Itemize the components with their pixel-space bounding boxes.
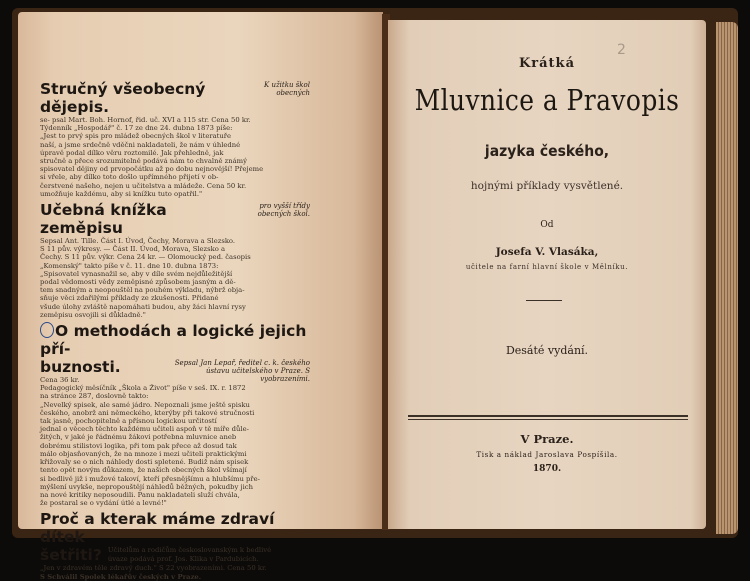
text-line: Pedagogický měsíčník „Škola a Život" píše v seš. IX. r. 1872 [40, 384, 246, 393]
text-line: tak jasně, pochopitelně a přísnou logickou určitostí [40, 417, 217, 426]
text-line: Čechy. S 11 pův. výkr. Cena 24 kr. — Olomoucký ped. časopis [40, 253, 251, 262]
text-line: dobrému stilistovi logika, při tom pak přece až dosud tak [40, 441, 237, 450]
by-label: Od [540, 220, 554, 230]
text-line: Týdenník „Hospodář" č. 17 ze dne 24. dubna 1873 píše: [40, 124, 233, 133]
right-page [388, 20, 706, 529]
text-line: „Jest to prvý spis pro mládež obecných škol v literatuře [40, 132, 232, 141]
author-name: Josefa V. Vlasáka, [495, 246, 599, 258]
advert-methody-title: O methodách a logické jejich pří- [40, 322, 307, 359]
advert-zdravi-side [108, 546, 310, 564]
advert-dejepis [40, 80, 310, 198]
advert-methody-side-note: Sepsal Jan Lepař, ředitel c. k. českého ústavu učitelského v Praze. S vyobrazeními. [174, 359, 310, 384]
advert-methody-body [40, 376, 310, 507]
advert-dejepis-side-note: K užitku škol obecných [264, 81, 310, 97]
divider [526, 300, 562, 301]
text-line: S 11 pův. výkresy. — Část II. Úvod, Morava, Slezsko a [40, 245, 226, 254]
text-line: všude úlohy zvláště napomáhati budou, aby žáci hlavní rysy [40, 302, 246, 311]
text-line: Cena 36 kr. [40, 376, 80, 385]
text-line: naší, a jsme srdečně vděčni nakladateli, že nám v úhledné [40, 140, 241, 149]
text-line: „Nevelký spisek, ale samé jádro. Nepoznali jsme ještě spisku [40, 400, 250, 409]
text-line: úpravě podal dílko věru roztomilé. Jak přehledně, jak [40, 148, 224, 157]
advert-zemepis-title: Učebná knížka zeměpisu [40, 201, 167, 238]
text-line: úvaze podává prof. Jos. Klika v Pardubicích. [107, 554, 259, 563]
text-line: umožňuje každému, aby si knížku tuto opatřil." [40, 189, 203, 198]
handwritten-mark: 2 [617, 42, 626, 58]
advert-methody [40, 322, 310, 507]
text-line: málo objasňovaných, že na mnoze i mezi učiteli praktickými [40, 449, 247, 458]
text-line: podal vědomosti vědy zeměpisné způsobem jasným a dě- [40, 278, 236, 287]
text-line: si vřele, aby dílko toto došlo upřímného přijetí v ob- [40, 173, 219, 182]
text-line: S Schválil Spolek lékařův českých v Praze. [40, 572, 202, 581]
text-line: stručně a přece srozumitelně podává nám to chvalně známý [40, 157, 247, 166]
text-line: mýšlení uvykše, nepropouštějí náhledů běžných, pokudby jich [40, 482, 253, 491]
text-line: žitých, v jaké je řádnému žákovi potřebna mluvnice aneb [40, 433, 237, 442]
text-line: tento opět novým důkazem, že našich obecných škol všímají [40, 466, 247, 475]
author-role: učitele na farní hlavní škole v Mělníku. [465, 263, 629, 271]
advert-zemepis [40, 201, 310, 319]
text-line: zeměpisu osvojili si důkladně." [40, 310, 146, 319]
text-line: si bedlivě již i mužové takoví, kteří přesnějšímu a hlubšímu pře- [40, 474, 260, 483]
double-rule-top [408, 415, 688, 417]
text-line: že postaral se o vydání útlé a levné!" [40, 499, 167, 508]
advert-zdravi-body [40, 564, 310, 580]
text-line: křižovaly se o nich náhledy dosti spletené. Budiž nám spisek [40, 458, 249, 467]
text-line: tem snadným a neopouštěl na pouhém výkladu, nýbrž obja- [40, 286, 245, 295]
text-line: Učitelům a rodičům českoslovanským k bedlivé [107, 546, 272, 555]
text-line: „Komenský" takto píše v č. 11. dne 10. dubna 1873: [40, 261, 219, 270]
text-line: Sepsal Ant. Tille. Část I. Úvod, Čechy, Morava a Slezsko. [40, 237, 236, 246]
text-line: čerstvené našeho, nejen u učitelstva a mládeže. Cena 50 kr. [40, 181, 247, 190]
text-line: jednal o věcech těchto každému učiteli aspoň v tě míře důle- [40, 425, 249, 434]
advert-zdravi [40, 510, 310, 580]
book-tagline: hojnými příklady vysvětlené. [470, 180, 624, 192]
text-line: spisovatel dějiny od prvopočátku až po dobu nejnovější! Přejeme [40, 165, 264, 174]
text-line: sňuje věci zdařilými příklady ze zkušenosti. Přidané [40, 294, 219, 303]
text-line: „Jen v zdravém těle zdravý duch." S 22 vyobrazeními. Cena 50 kr. [40, 564, 267, 573]
text-line: „Spisovatel vynasnažil se, aby v díle svém nejdůležitější [40, 269, 233, 278]
page-edges [716, 22, 738, 534]
publisher: Tisk a náklad Jaroslava Pospíšila. [476, 450, 618, 459]
advert-methody-title-cont: buznosti. [40, 358, 121, 377]
left-page [18, 12, 383, 581]
advert-zdravi-title-cont: šetřiti? [40, 546, 102, 565]
text-line: se- psal Mart. Boh. Hornof, řid. uč. XVI a 115 str. Cena 50 kr. [40, 116, 251, 124]
text-line: na stránce 287, doslovně takto: [40, 392, 149, 401]
edition: Desáté vydání. [505, 344, 589, 357]
year: 1870. [532, 464, 562, 474]
advert-column [40, 80, 310, 581]
book-title: Mluvnice a Pravopis [414, 83, 680, 117]
double-rule-bottom [408, 419, 688, 420]
city: V Praze. [520, 432, 574, 446]
advert-zemepis-side-note: pro vyšší třídy obecných škol. [257, 202, 310, 219]
advert-zdravi-title: Proč a kterak máme zdraví dítek [40, 510, 275, 547]
advert-dejepis-body [40, 116, 310, 198]
advert-dejepis-title: Stručný všeobecný dějepis. [40, 80, 206, 116]
pre-title: Krátká [518, 56, 575, 71]
ink-circle-mark [40, 322, 54, 338]
advert-zemepis-body [40, 237, 310, 319]
text-line: českého, anobrž ani německého, kterýby při takové stručnosti [40, 408, 255, 417]
book-subtitle: jazyka českého, [484, 142, 610, 160]
text-line: na nové kritiky neposoudili. Panu nakladateli služí chvála, [40, 490, 240, 499]
